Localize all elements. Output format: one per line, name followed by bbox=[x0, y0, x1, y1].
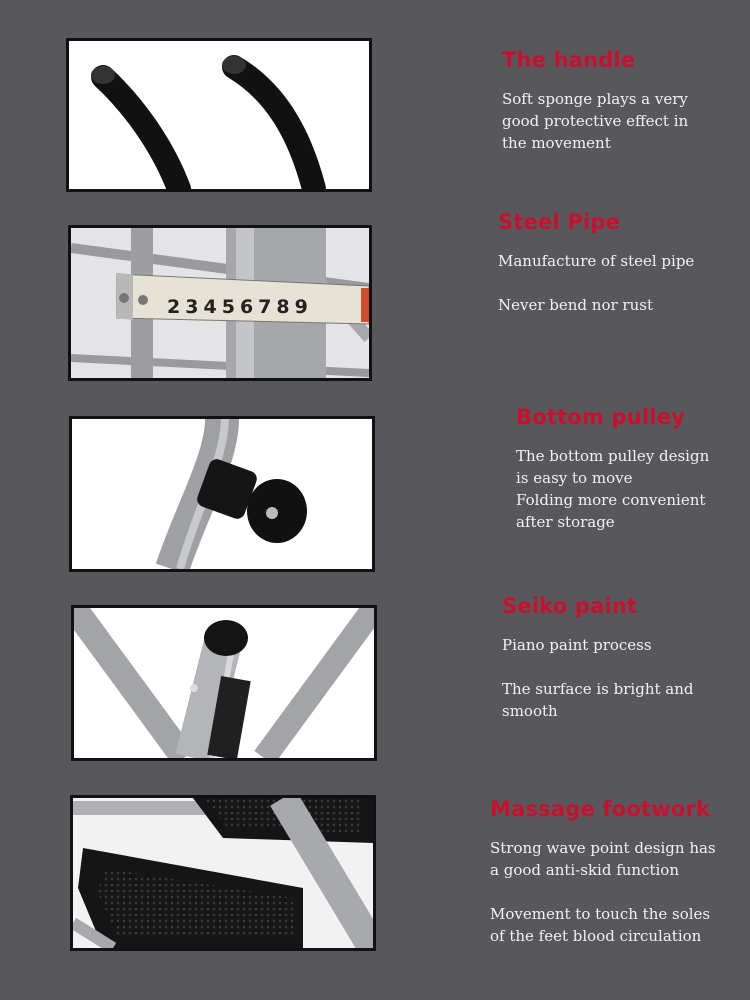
tape-number: 8 bbox=[276, 296, 290, 318]
feature-bottom-pulley bbox=[516, 405, 726, 533]
tape-number: 9 bbox=[294, 296, 308, 318]
feature-massage-footwork bbox=[490, 797, 725, 947]
tape-number: 3 bbox=[185, 296, 199, 318]
feature-text: Never bend nor rust bbox=[498, 296, 653, 314]
painted-tube-cap-illustration bbox=[74, 608, 374, 758]
feature-handle bbox=[502, 48, 702, 154]
bottom-pulley-photo bbox=[69, 416, 375, 572]
tape-number: 6 bbox=[239, 296, 254, 318]
feature-title: Bottom pulley bbox=[516, 405, 686, 429]
black-foam-handles-illustration bbox=[69, 41, 369, 189]
feature-title: The handle bbox=[502, 48, 636, 72]
feature-text: Piano paint process bbox=[502, 636, 652, 654]
feature-title: Seiko paint bbox=[502, 594, 638, 618]
feature-text: Soft sponge plays a very good protective effect in the movement bbox=[502, 90, 689, 152]
tape-number: 5 bbox=[221, 296, 235, 318]
feature-title: Massage footwork bbox=[490, 797, 711, 821]
footplate-illustration bbox=[73, 798, 373, 948]
feature-steel-pipe bbox=[498, 210, 728, 316]
handle-photo bbox=[66, 38, 372, 192]
feature-text: Strong wave point design has a good anti-skid function bbox=[490, 839, 716, 879]
feature-text: The surface is bright and smooth bbox=[502, 680, 694, 720]
feature-text: The bottom pulley design is easy to move bbox=[516, 447, 710, 487]
bottom-pulley-illustration bbox=[72, 419, 372, 569]
feature-title: Steel Pipe bbox=[498, 210, 621, 234]
tape-number: 2 bbox=[167, 296, 181, 318]
tape-number: 7 bbox=[258, 296, 272, 318]
feature-text: Movement to touch the soles of the feet blood circulation bbox=[490, 905, 711, 945]
feature-text: Manufacture of steel pipe bbox=[498, 252, 695, 270]
painted-tube-photo bbox=[71, 605, 377, 761]
feature-text: Folding more convenient after storage bbox=[516, 491, 706, 531]
tape-numbers bbox=[167, 296, 308, 318]
tape-number: 4 bbox=[203, 296, 217, 318]
footplate-photo bbox=[70, 795, 376, 951]
steel-pipe-photo bbox=[68, 225, 372, 381]
feature-seiko-paint bbox=[502, 594, 712, 722]
